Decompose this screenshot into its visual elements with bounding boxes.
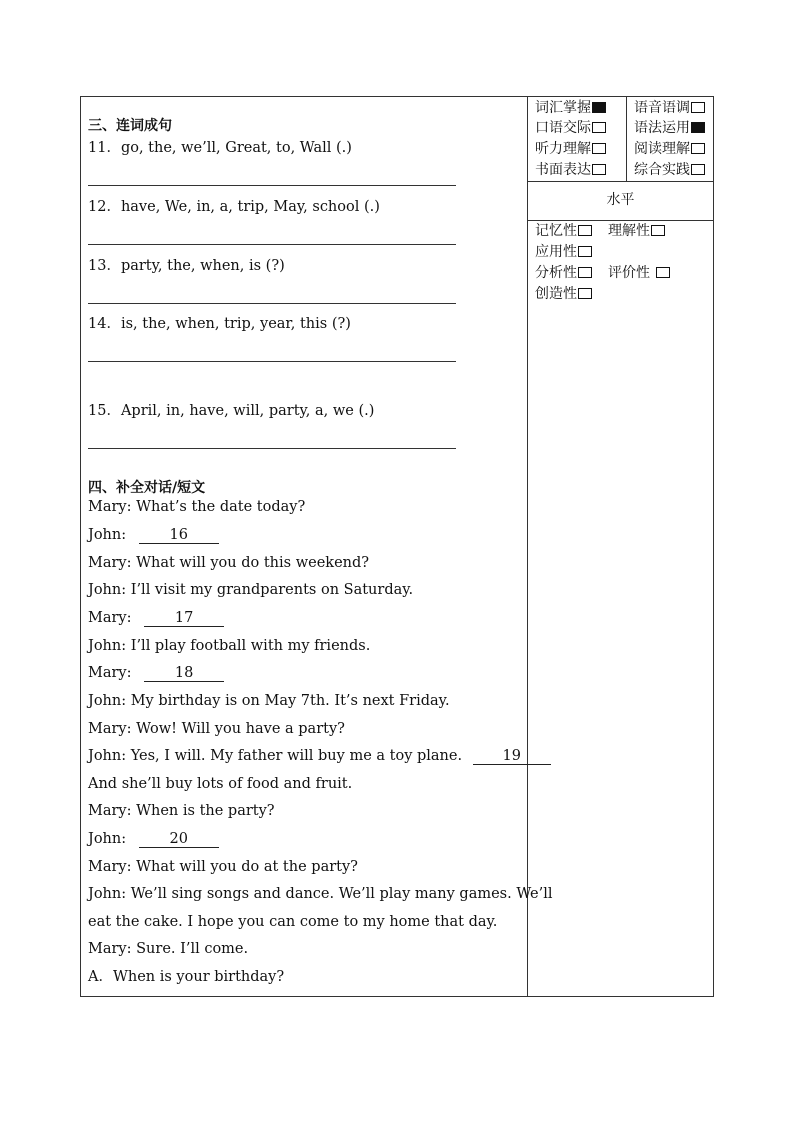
dialog-line: And she’ll buy lots of food and fruit. — [88, 776, 353, 792]
blank-17[interactable]: 17 — [144, 610, 224, 627]
dialog-line: Mary: Sure. I’ll come. — [88, 941, 249, 957]
blank-20[interactable]: 20 — [139, 831, 219, 848]
checkbox-writing[interactable] — [592, 164, 606, 175]
answer-line-15[interactable] — [88, 448, 456, 449]
dialog-line: Mary: When is the party? — [88, 803, 275, 819]
section4-title: 四、补全对话/短文 — [88, 480, 206, 496]
level-memory: 记忆性 — [535, 222, 592, 240]
dialog-text: John: Yes, I will. My father will buy me a toy plane. — [88, 748, 463, 764]
dialog-line — [88, 664, 224, 682]
level-understanding: 理解性 — [608, 222, 665, 240]
skill-writing: 书面表达 — [535, 161, 606, 179]
dialog-line: John: I’ll play football with my friends. — [88, 638, 371, 654]
dialog-line — [88, 747, 551, 765]
dialog-line: John: My birthday is on May 7th. It’s next Friday. — [88, 693, 450, 709]
checkbox-vocab[interactable] — [592, 102, 606, 113]
dialog-line: Mary: What’s the date today? — [88, 499, 306, 515]
skill-vocab: 词汇掌握 — [535, 99, 606, 117]
blank-16[interactable]: 16 — [139, 527, 219, 544]
skill-reading: 阅读理解 — [634, 140, 705, 158]
checkbox-listening[interactable] — [592, 143, 606, 154]
skills-divider — [626, 97, 627, 181]
checkbox-reading[interactable] — [691, 143, 705, 154]
blank-18[interactable]: 18 — [144, 665, 224, 682]
checkbox-understanding[interactable] — [651, 225, 665, 236]
questions-column — [81, 97, 553, 996]
checkbox-practice[interactable] — [691, 164, 705, 175]
skill-grammar: 语法运用 — [634, 119, 705, 137]
speaker: John: — [88, 527, 127, 543]
skill-listening: 听力理解 — [535, 140, 606, 158]
checkbox-evaluation[interactable] — [656, 267, 670, 278]
row-divider — [528, 181, 713, 182]
level-evaluation: 评价性 — [608, 264, 670, 282]
dialog-line — [88, 526, 219, 544]
assessment-column — [528, 97, 713, 996]
dialog-line — [88, 830, 219, 848]
dialog-line: Mary: Wow! Will you have a party? — [88, 721, 345, 737]
dialog-line: John: We’ll sing songs and dance. We’ll play many games. We’ll — [88, 886, 553, 902]
speaker: John: — [88, 831, 127, 847]
answer-line-12[interactable] — [88, 244, 456, 245]
level-creation: 创造性 — [535, 285, 592, 303]
checkbox-grammar[interactable] — [691, 122, 705, 133]
level-analysis: 分析性 — [535, 264, 592, 282]
checkbox-creation[interactable] — [578, 288, 592, 299]
answer-line-11[interactable] — [88, 185, 456, 186]
blank-19[interactable]: 19 — [473, 748, 551, 765]
question-12: 12．have, We, in, a, trip, May, school (.) — [88, 199, 380, 215]
dialog-line: John: I’ll visit my grandparents on Saturday. — [88, 582, 414, 598]
checkbox-application[interactable] — [578, 246, 592, 257]
level-application: 应用性 — [535, 243, 592, 261]
checkbox-oral[interactable] — [592, 122, 606, 133]
worksheet-table — [80, 96, 714, 997]
answer-line-13[interactable] — [88, 303, 456, 304]
row-divider — [528, 220, 713, 221]
dialog-line: eat the cake. I hope you can come to my home that day. — [88, 914, 498, 930]
question-15: 15．April, in, have, will, party, a, we (.) — [88, 403, 375, 419]
question-11: 11．go, the, we’ll, Great, to, Wall (.) — [88, 140, 352, 156]
checkbox-phonetics[interactable] — [691, 102, 705, 113]
section3-title: 三、连词成句 — [88, 118, 172, 134]
level-header: 水平 — [606, 192, 635, 208]
skill-practice: 综合实践 — [634, 161, 705, 179]
skill-oral: 口语交际 — [535, 119, 606, 137]
skill-phonetics: 语音语调 — [634, 99, 705, 117]
dialog-line: Mary: What will you do this weekend? — [88, 555, 370, 571]
checkbox-memory[interactable] — [578, 225, 592, 236]
dialog-line — [88, 609, 224, 627]
speaker: Mary: — [88, 665, 132, 681]
option-a: A．When is your birthday? — [88, 969, 285, 985]
answer-line-14[interactable] — [88, 361, 456, 362]
question-14: 14．is, the, when, trip, year, this (?) — [88, 316, 351, 332]
dialog-line: Mary: What will you do at the party? — [88, 859, 358, 875]
speaker: Mary: — [88, 610, 132, 626]
checkbox-analysis[interactable] — [578, 267, 592, 278]
question-13: 13．party, the, when, is (?) — [88, 258, 285, 274]
